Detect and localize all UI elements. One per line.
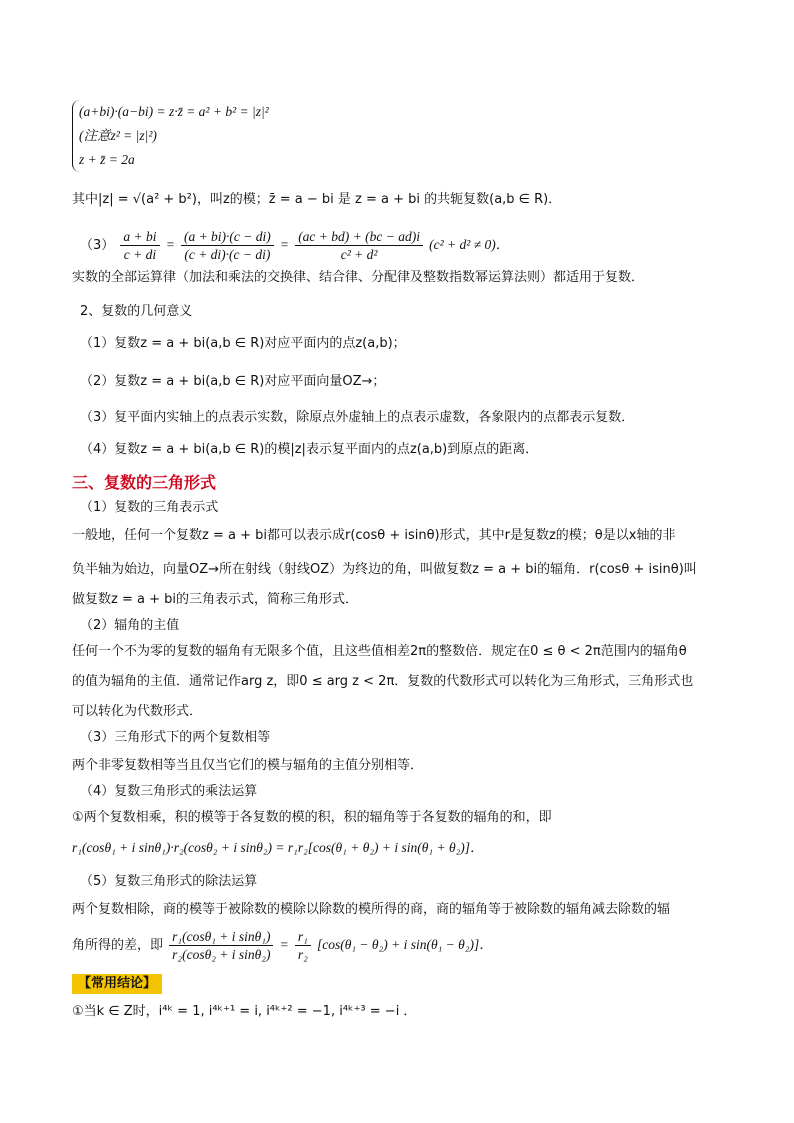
fraction-1-numerator: a + bi — [120, 228, 159, 246]
subsection-3-line-1: 两个非零复数相等当且仅当它们的模与辐角的主值分别相等． — [72, 758, 424, 773]
geometry-item-1: （1）复数z = a + bi(a,b ∈ R)对应平面内的点z(a,b)； — [80, 336, 406, 351]
geometry-heading: 2、复数的几何意义 — [80, 304, 193, 319]
fraction-2 — [181, 228, 274, 263]
fraction-1-denominator: c + di — [123, 247, 157, 262]
subsection-2-line-1: 任何一个不为零的复数的辐角有无限多个值，且这些值相差2π的整数倍．规定在0 ≤ θ < 2π范围内的辐角θ — [72, 644, 687, 659]
quotient-numerator: r₁(cosθ₁ + i sinθ₁) — [169, 928, 273, 946]
equation-row-1: (a+bi)·(a−bi) = z·z̄ = a² + b² = |z|² — [79, 104, 269, 119]
fraction-3-numerator: (ac + bd) + (bc − ad)i — [295, 228, 423, 246]
multiplication-formula: r₁(cosθ₁ + i sinθ₁)·r₂(cosθ₂ + i sinθ₂) = r₁r₂[cos(θ₁ + θ₂) + i sin(θ₁ + θ₂)]． — [72, 840, 484, 855]
subsection-2-line-2: 的值为辐角的主值．通常记作arg z，即0 ≤ arg z < 2π．复数的代数形式可以转化为三角形式，三角形式也 — [72, 674, 694, 689]
modulus-definition: 其中|z| = √(a² + b²)，叫z的模；z̄ = a − bi 是 z = a + bi 的共轭复数(a,b ∈ R)． — [72, 192, 562, 207]
section-heading-trig-form: 三、复数的三角形式 — [72, 473, 217, 492]
fraction-2-denominator: (c + di)·(c − di) — [184, 247, 271, 262]
geometry-item-2: （2）复数z = a + bi(a,b ∈ R)对应平面向量OZ→； — [80, 374, 386, 389]
equation-row-2: (注意z² = |z|²) — [79, 128, 157, 143]
subsection-4-line-1: ①两个复数相乘，积的模等于各复数的模的积，积的辐角等于各复数的辐角的和，即 — [72, 810, 552, 825]
quotient-prefix: 角所得的差，即 — [72, 938, 164, 953]
modulus-ratio-denominator: r₂ — [297, 947, 308, 962]
division-formula: （3） $\frac{a + bi}{c + di}$ = $\frac{(a + bi)\cdot(c - di)}{(c + di)\cdot(c - di)}$ = $\frac{(ac + bd) + (bc - ad)i}{\text{c² + d²}}$ (c² + d² ≠ 0)． — [80, 229, 510, 262]
subsection-5-heading: （5）复数三角形式的除法运算 — [80, 874, 258, 889]
subsection-4-heading: （4）复数三角形式的乘法运算 — [80, 784, 258, 799]
subsection-2-line-3: 可以转化为代数形式． — [72, 704, 203, 719]
quotient-tail: [cos(θ₁ − θ₂) + i sin(θ₁ − θ₂)]． — [316, 937, 493, 952]
equation-row-3: z + z̄ = 2a — [79, 152, 135, 167]
subsection-3-heading: （3）三角形式下的两个复数相等 — [80, 730, 271, 745]
conclusion-tag: 【常用结论】 — [72, 974, 162, 994]
subsection-1-line-2: 负半轴为始边，向量OZ→所在射线（射线OZ）为终边的角，叫做复数z = a + bi的辐角．r(cosθ + isinθ)叫 — [72, 562, 697, 577]
equation-system — [72, 100, 730, 172]
quotient-equals: = — [279, 937, 289, 952]
subsection-1-heading: （1）复数的三角表示式 — [80, 500, 219, 515]
conclusion-item-1: ①当k ∈ Z时，i⁴ᵏ = 1, i⁴ᵏ⁺¹ = i, i⁴ᵏ⁺² = −1, i⁴ᵏ⁺³ = −i ． — [72, 1004, 417, 1019]
quotient-formula — [72, 926, 730, 965]
modulus-ratio — [295, 928, 311, 963]
fraction-3-denominator: c² + d² — [340, 247, 378, 262]
geometry-item-3: （3）复平面内实轴上的点表示实数，除原点外虚轴上的点表示虚数，各象限内的点都表示复数． — [80, 410, 635, 425]
division-condition: (c² + d² ≠ 0)． — [429, 237, 510, 252]
fraction-1 — [120, 228, 159, 263]
modulus-ratio-numerator: r₁ — [295, 928, 311, 946]
fraction-3 — [295, 228, 423, 263]
geometry-item-4: （4）复数z = a + bi(a,b ∈ R)的模|z|表示复平面内的点z(a,b)到原点的距离． — [80, 442, 539, 457]
fraction-2-numerator: (a + bi)·(c − di) — [181, 228, 274, 246]
subsection-1-line-1: 一般地，任何一个复数z = a + bi都可以表示成r(cosθ + isinθ)形式，其中r是复数z的模；θ是以x轴的非 — [72, 528, 676, 543]
conclusion-block — [72, 974, 730, 994]
subsection-5-line-1: 两个复数相除，商的模等于被除数的模除以除数的模所得的商，商的辐角等于被除数的辐角减去除数的辐 — [72, 902, 671, 917]
subsection-1-line-3: 做复数z = a + bi的三角表示式，简称三角形式． — [72, 592, 358, 607]
subsection-2-heading: （2）辐角的主值 — [80, 618, 180, 633]
quotient-fraction — [169, 928, 273, 963]
quotient-denominator: r₂(cosθ₂ + i sinθ₂) — [172, 947, 271, 962]
laws-paragraph: 实数的全部运算律（加法和乘法的交换律、结合律、分配律及整数指数幂运算法则）都适用于复数． — [72, 270, 645, 285]
division-label: （3） — [80, 238, 115, 253]
